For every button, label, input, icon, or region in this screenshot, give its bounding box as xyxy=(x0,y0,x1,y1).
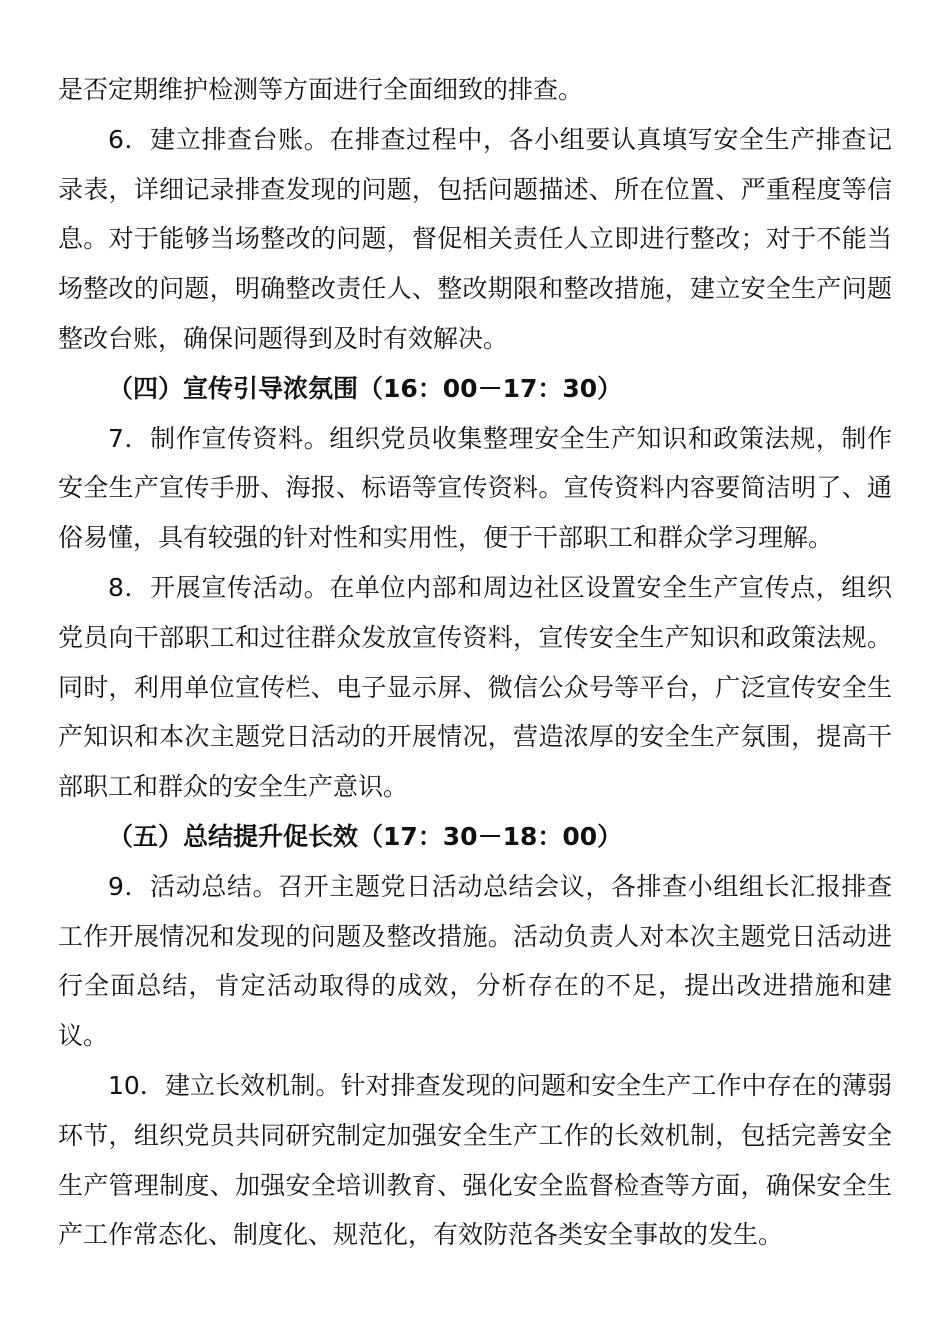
paragraph-item-10-mechanism: 10．建立长效机制。针对排查发现的问题和安全生产工作中存在的薄弱环节，组织党员共同研究制定加强安全生产工作的长效机制，包括完善安全生产管理制度、加强安全培训教育、强化安全监督检查等方面，确保安全生产工作常态化、制度化、规范化，有效防范各类安全事故的发生。 xyxy=(58,1070,892,1250)
paragraph-item-9-summary: 9．活动总结。召开主题党日活动总结会议，各排查小组组长汇报排查工作开展情况和发现的问题及整改措施。活动负责人对本次主题党日活动进行全面总结，肯定活动取得的成效，分析存在的不足，提出改进措施和建议。 xyxy=(58,871,892,1051)
document-body xyxy=(58,65,892,1260)
paragraph-item-6-ledger: 6．建立排查台账。在排查过程中，各小组要认真填写安全生产排查记录表，详细记录排查发现的问题，包括问题描述、所在位置、严重程度等信息。对于能够当场整改的问题，督促相关责任人立即进行整改；对于不能当场整改的问题，明确整改责任人、整改期限和整改措施，建立安全生产问题整改台账，确保问题得到及时有效解决。 xyxy=(58,124,892,353)
paragraph-item-7-materials: 7．制作宣传资料。组织党员收集整理安全生产知识和政策法规，制作安全生产宣传手册、海报、标语等宣传资料。宣传资料内容要简洁明了、通俗易懂，具有较强的针对性和实用性，便于干部职工和群众学习理解。 xyxy=(58,423,892,553)
section-heading-4: （四）宣传引导浓氛围（16：00－17：30） xyxy=(108,373,623,403)
section-heading-5: （五）总结提升促长效（17：30－18：00） xyxy=(108,821,623,851)
paragraph-continuation: 是否定期维护检测等方面进行全面细致的排查。 xyxy=(58,75,584,104)
paragraph-item-8-activities: 8．开展宣传活动。在单位内部和周边社区设置安全生产宣传点，组织党员向干部职工和过往群众发放宣传资料，宣传安全生产知识和政策法规。同时，利用单位宣传栏、电子显示屏、微信公众号等平台，广泛宣传安全生产知识和本次主题党日活动的开展情况，营造浓厚的安全生产氛围，提高干部职工和群众的安全生产意识。 xyxy=(58,572,892,802)
